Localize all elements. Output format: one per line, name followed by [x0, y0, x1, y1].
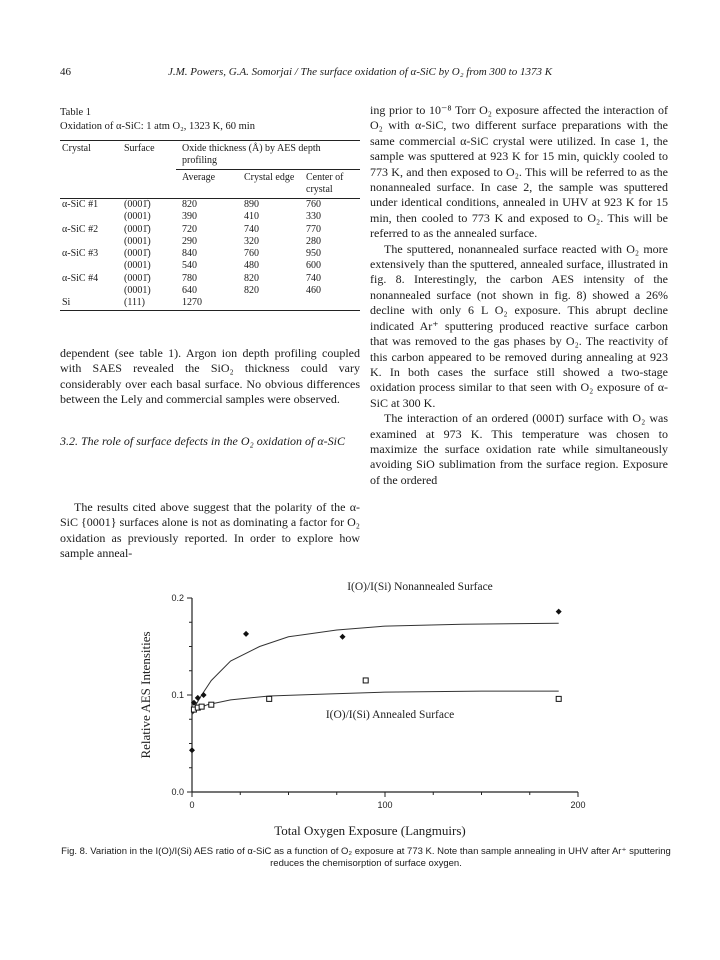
y-tick-label: 0.0: [171, 787, 184, 797]
right-paragraph-1: ing prior to 10⁻⁸ Torr O₂ exposure affected the interaction of O₂ with α-SiC, two different surface preparations with the same commercial α-SiC crystal were utilized. In case 1, the sample was sputtered at 923 K for 15 min, quickly cooled to 773 K, and then exposed to O₂. This will be referred to as the nonannealed surface. In case 2, the sample was sputtered under identical conditions, annealed in UHV at 923 K for 15 min, then cooled to 773 K and exposed to O₂. This will be referred to as the annealed surface.: [370, 103, 668, 241]
data-point-diamond: [340, 634, 346, 640]
x-axis-title: Total Oxygen Exposure (Langmuirs): [274, 823, 466, 838]
col-header-edge: Crystal edge: [244, 172, 295, 183]
data-point-square: [209, 702, 214, 707]
x-tick-label: 200: [570, 800, 586, 810]
aes-ratio-chart: [130, 578, 610, 823]
cell-average: 780: [182, 272, 197, 284]
cell-crystal: α-SiC #3: [62, 248, 99, 260]
cell-average: 720: [182, 223, 197, 235]
cell-surface: (0001): [124, 285, 151, 297]
table-row: [60, 211, 360, 223]
cell-edge: 410: [244, 211, 259, 223]
figure-8: [130, 578, 610, 840]
data-point-diamond: [189, 747, 195, 753]
cell-center: [304, 297, 360, 310]
cell-crystal: [60, 285, 122, 297]
cell-surface: (0001̄): [124, 199, 151, 210]
table-row: [60, 224, 360, 236]
y-tick-label: 0.2: [171, 593, 184, 603]
right-column: [370, 103, 668, 488]
right-paragraph-2: The sputtered, nonannealed surface reacted with O₂ more extensively than the sputtered, annealed surface, illustrated in fig. 8. Interestingly, the carbon AES intensity of the nonannealed surface (not shown in fig. 8) showed a 26% decline with only 6 L O₂ exposure. This abrupt decline indicated Ar⁺ sputtering produced reactive surface carbon that was removed to the gas phases by O₂. The reactivity of this carbon appeared to be removed during annealing at 923 K. In both cases the surface still showed a two-stage oxidation process similar to that seen with O₂ exposure of α-SiC at 300 K.: [370, 241, 668, 410]
table-title: Oxidation of α-SiC: 1 atm O₂, 1323 K, 60 min: [60, 121, 255, 132]
left-paragraph-1: [60, 346, 360, 408]
cell-crystal: Si: [62, 297, 71, 309]
cell-surface: (111): [124, 297, 145, 309]
col-header-surface: Surface: [124, 143, 155, 154]
data-point-diamond: [243, 631, 249, 637]
cell-average: 540: [182, 260, 197, 272]
cell-center: 770: [306, 223, 321, 235]
table-label: Table 1: [60, 107, 92, 118]
cell-crystal: [60, 211, 122, 223]
cell-average: 390: [182, 211, 197, 223]
cell-edge: 320: [244, 235, 259, 247]
cell-surface: (0001̄): [124, 223, 151, 235]
table-row: [60, 285, 360, 297]
col-header-center: Center of crystal: [306, 172, 344, 195]
cell-crystal: α-SiC #1: [62, 199, 99, 210]
cell-average: 820: [182, 199, 197, 210]
data-point-diamond: [201, 692, 207, 698]
x-tick-label: 0: [189, 800, 195, 810]
cell-center: 740: [306, 272, 321, 284]
cell-edge: 890: [244, 199, 259, 210]
left-paragraph-2: [60, 500, 360, 562]
table-row: [60, 236, 360, 248]
right-paragraph-3: The interaction of an ordered (0001̄) surface with O₂ was examined at 973 K. This temperature was chosen to maximize the surface oxidation rate while simultaneously avoiding SiO sublimation from the surface region. Exposure of the ordered: [370, 411, 668, 487]
cell-edge: [242, 297, 304, 310]
table-caption: [60, 106, 360, 134]
data-point-diamond: [556, 609, 562, 615]
cell-surface: (0001̄): [124, 248, 151, 260]
cell-surface: (0001): [124, 211, 151, 223]
data-point-square: [267, 696, 272, 701]
cell-edge: 740: [244, 223, 259, 235]
cell-average: 290: [182, 235, 197, 247]
col-header-group: Oxide thickness (Å) by AES depth profiling: [176, 141, 360, 170]
data-point-square: [199, 704, 204, 709]
cell-center: 950: [306, 248, 321, 260]
col-header-average: Average: [182, 172, 216, 183]
figure-caption: Fig. 8. Variation in the I(O)/I(Si) AES ratio of α-SiC as a function of O₂ exposure at 773 K. Note than sample annealing in UHV after Ar⁺ sputtering reduces the chemisorption of surface oxygen.: [61, 846, 671, 869]
series-label-nonannealed: I(O)/I(Si) Nonannealed Surface: [347, 581, 493, 593]
table-row: [60, 260, 360, 272]
cell-edge: 820: [244, 272, 259, 284]
cell-crystal: α-SiC #4: [62, 272, 99, 284]
cell-average: 1270: [182, 297, 202, 309]
cell-surface: (0001̄): [124, 272, 151, 284]
page-number: 46: [60, 66, 71, 78]
data-point-square: [363, 678, 368, 683]
fit-curve-nonannealed: [192, 623, 559, 714]
cell-crystal: α-SiC #2: [62, 223, 99, 235]
data-point-square: [556, 696, 561, 701]
cell-average: 840: [182, 248, 197, 260]
cell-center: 460: [306, 285, 321, 297]
cell-center: 280: [306, 235, 321, 247]
cell-surface: (0001): [124, 235, 151, 247]
y-axis-title: Relative AES Intensities: [138, 631, 153, 759]
cell-average: 640: [182, 285, 197, 297]
x-tick-label: 100: [377, 800, 393, 810]
cell-crystal: [60, 236, 122, 248]
table-body: [60, 199, 360, 311]
running-head: J.M. Powers, G.A. Somorjai / The surface oxidation of α-SiC by O₂ from 300 to 1373 K: [167, 66, 553, 78]
table-row: [60, 248, 360, 260]
cell-center: 330: [306, 211, 321, 223]
series-label-annealed: I(O)/I(Si) Annealed Surface: [325, 709, 455, 721]
table-row: [60, 297, 360, 310]
cell-edge: 820: [244, 285, 259, 297]
cell-surface: (0001): [124, 260, 151, 272]
cell-center: 760: [306, 199, 321, 210]
cell-crystal: [60, 260, 122, 272]
table-row: [60, 199, 360, 212]
oxide-thickness-table: [60, 140, 360, 311]
y-tick-label: 0.1: [171, 690, 184, 700]
paragraph-text: The results cited above suggest that the polarity of the α-SiC {0001} surfaces alone is not as dominating a factor for O₂ oxidation as previously reported. In order to explore how sample anneal-: [60, 500, 360, 561]
cell-edge: 480: [244, 260, 259, 272]
cell-center: 600: [306, 260, 321, 272]
section-heading: 3.2. The role of surface defects in the O₂ oxidation of α-SiC: [60, 434, 345, 448]
table-row: [60, 273, 360, 285]
cell-edge: 760: [244, 248, 259, 260]
paragraph-text: dependent (see table 1). Argon ion depth profiling coupled with SAES revealed the SiO₂ thickness could vary considerably over each basal surface. No obvious differences between the Lely and commercial samples were observed.: [60, 346, 360, 407]
data-point-diamond: [195, 695, 201, 701]
col-header-crystal: Crystal: [62, 143, 91, 154]
